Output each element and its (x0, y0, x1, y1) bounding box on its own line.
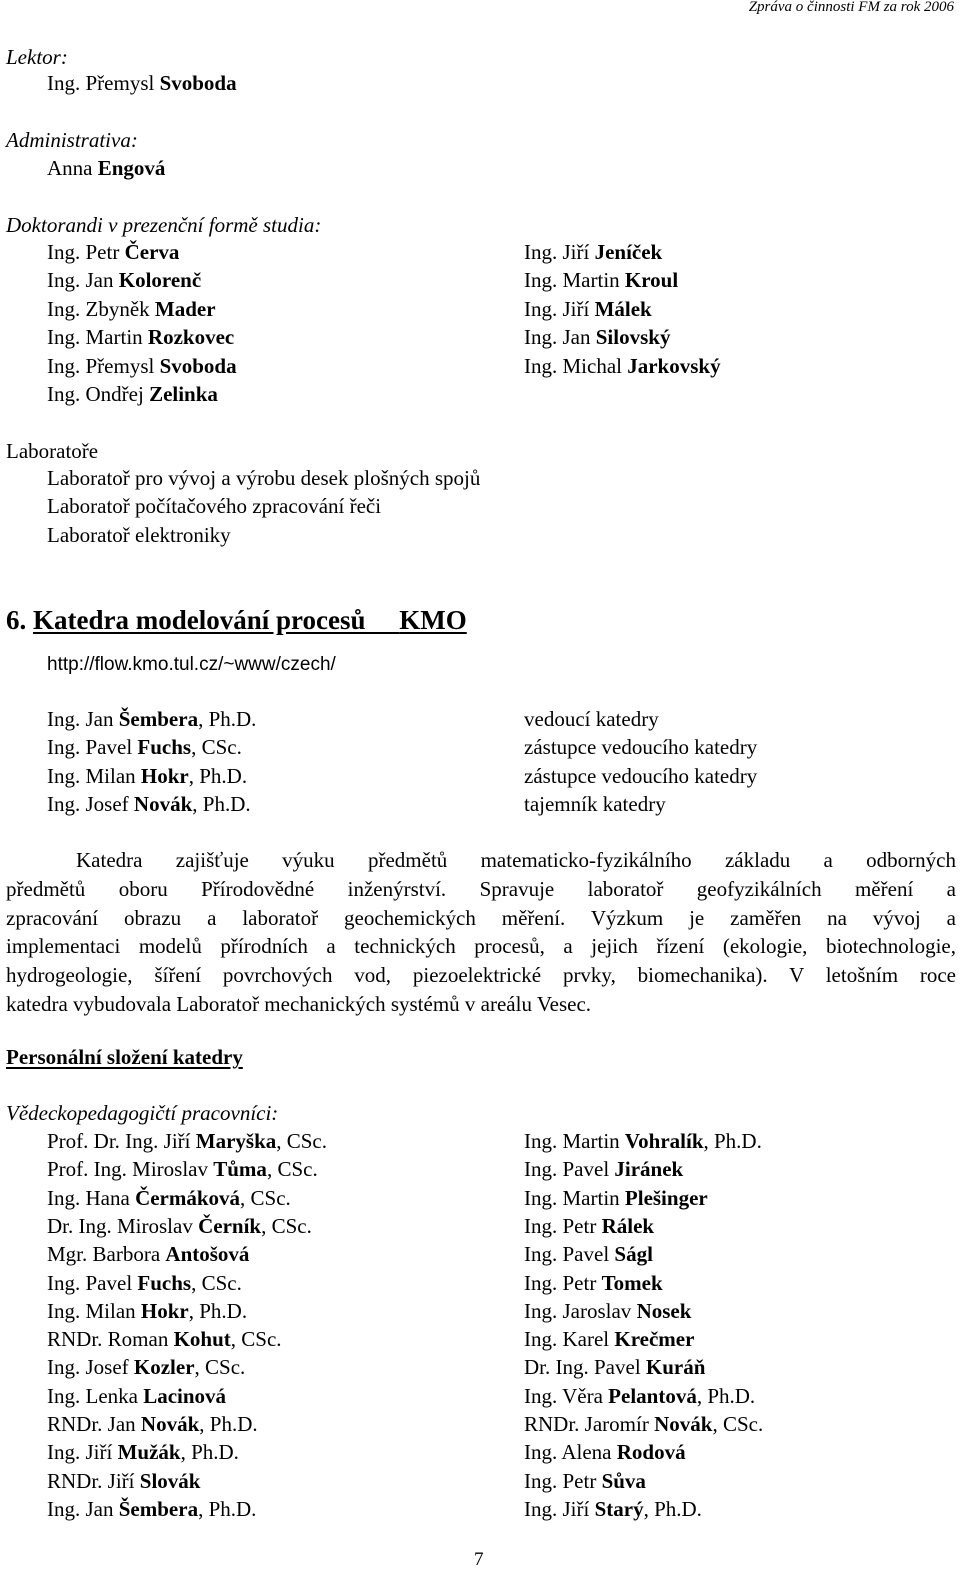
person-surname: Rozkovec (147, 325, 235, 350)
person-surname: Krečmer (614, 1327, 695, 1352)
person-surname: Tomek (601, 1270, 663, 1295)
person-surname: Hokr (140, 1298, 189, 1323)
person-role: zástupce vedoucího katedry (524, 735, 758, 760)
person-entry: Ing. Pavel Fuchs, CSc. (47, 1270, 242, 1295)
personalni-heading: Personální složení katedry (6, 1045, 243, 1069)
person-surname: Jarkovský (627, 353, 721, 378)
person-entry: Ing. Jiří Mužák, Ph.D. (47, 1440, 239, 1465)
person-entry: Ing. Pavel Ságl (524, 1242, 653, 1267)
person-surname: Rodová (616, 1440, 686, 1465)
person-surname: Antošová (165, 1242, 250, 1267)
person-entry: Ing. Jan Kolorenč (47, 268, 202, 293)
person-surname: Hokr (140, 763, 189, 788)
department-url[interactable]: http://flow.kmo.tul.cz/~www/czech/ (47, 654, 336, 675)
person-entry: Ing. Věra Pelantová, Ph.D. (524, 1383, 756, 1408)
person-surname: Ságl (614, 1242, 653, 1267)
person-entry: Ing. Jiří Málek (524, 296, 652, 321)
person-surname: Tůma (213, 1157, 267, 1182)
lab-item: Laboratoř pro vývoj a výrobu desek plošných spojů (47, 466, 481, 490)
person-surname: Slovák (139, 1468, 201, 1493)
person-surname: Šembera (118, 707, 199, 731)
administrativa-label: Administrativa: (6, 128, 138, 152)
person-entry: Ing. Lenka Lacinová (47, 1383, 227, 1408)
person-entry: Ing. Petr Červa (47, 240, 180, 264)
personalni-sublabel: Vědeckopedagogičtí pracovníci: (6, 1101, 279, 1125)
section-number: 6. (6, 605, 27, 635)
person-entry: Ing. Jan Silovský (524, 325, 671, 350)
doktorandi-label: Doktorandi v prezenční formě studia: (6, 213, 322, 237)
person-surname: Starý (594, 1496, 644, 1521)
person-role: vedoucí katedry (524, 707, 659, 731)
person-entry: Ing. Hana Čermáková, CSc. (47, 1185, 291, 1210)
person-entry: Ing. Martin Kroul (524, 268, 679, 293)
person-entry: Ing. Jiří Jeníček (524, 240, 663, 264)
person-entry: RNDr. Jiří Slovák (47, 1468, 201, 1493)
person-surname: Zelinka (149, 382, 218, 406)
person-entry: Ing. Milan Hokr, Ph.D. (47, 763, 248, 788)
paragraph-line: hydrogeologie, šíření povrchových vod, piezoelektrické prvky, biomechanika). V letošním roce (6, 963, 956, 988)
person-entry: Ing. Jiří Starý, Ph.D. (524, 1496, 702, 1521)
person-surname: Novák (140, 1412, 200, 1436)
person-entry: RNDr. Roman Kohut, CSc. (47, 1327, 282, 1352)
person-entry: Ing. Jaroslav Nosek (524, 1298, 692, 1323)
lab-item: Laboratoř počítačového zpracování řeči (47, 494, 382, 519)
person-surname: Červa (124, 240, 180, 264)
person-surname: Svoboda (159, 353, 237, 378)
person-entry: Ing. Martin Plešinger (524, 1185, 708, 1210)
person-entry: Ing. Ondřej Zelinka (47, 382, 218, 406)
person-surname: Mader (154, 296, 216, 321)
person-surname: Kroul (624, 268, 679, 293)
section-heading (6, 603, 467, 637)
person-entry: Ing. Alena Rodová (524, 1440, 686, 1465)
person-surname: Engová (97, 156, 166, 180)
person-surname: Jeníček (594, 240, 663, 264)
person-entry: Ing. Přemysl Svoboda (47, 71, 237, 95)
person-entry: Prof. Ing. Miroslav Tůma, CSc. (47, 1157, 318, 1182)
person-surname: Svoboda (159, 71, 237, 95)
person-entry: Ing. Zbyněk Mader (47, 296, 216, 321)
person-entry: Ing. Michal Jarkovský (524, 353, 721, 378)
person-surname: Kolorenč (118, 268, 202, 293)
paragraph-line: zpracování obrazu a laboratoř geochemických měření. Výzkum je zaměřen na vývoj a (6, 905, 956, 930)
paragraph-line: implementaci modelů přírodních a technických procesů, a jejich řízení (ekologie, biotechnologie, (6, 934, 956, 959)
page-header: Zpráva o činnosti FM za rok 2006 (748, 0, 954, 15)
section-abbr: KMO (399, 605, 467, 635)
person-entry: Ing. Martin Vohralík, Ph.D. (524, 1129, 762, 1153)
person-surname: Pelantová (608, 1383, 697, 1408)
person-entry: Ing. Josef Novák, Ph.D. (47, 791, 251, 816)
person-entry: Ing. Přemysl Svoboda (47, 353, 237, 378)
person-surname: Vohralík (624, 1129, 704, 1153)
page-number: 7 (474, 1549, 484, 1570)
person-surname: Málek (594, 296, 652, 321)
person-surname: Fuchs (137, 735, 192, 760)
person-entry: Dr. Ing. Pavel Kuráň (524, 1355, 706, 1380)
person-surname: Kuráň (645, 1355, 706, 1380)
person-surname: Lacinová (143, 1383, 227, 1408)
person-surname: Fuchs (137, 1270, 192, 1295)
person-entry: Ing. Petr Rálek (524, 1213, 655, 1238)
person-surname: Plešinger (624, 1185, 708, 1210)
person-entry: Dr. Ing. Miroslav Černík, CSc. (47, 1213, 312, 1238)
person-role: zástupce vedoucího katedry (524, 763, 758, 788)
person-entry: Ing. Pavel Fuchs, CSc. (47, 735, 242, 760)
person-entry: Ing. Jan Šembera, Ph.D. (47, 1496, 257, 1521)
person-entry: RNDr. Jaromír Novák, CSc. (524, 1412, 764, 1436)
person-entry: Anna Engová (47, 156, 166, 180)
person-entry: Ing. Pavel Jiránek (524, 1157, 684, 1182)
person-surname: Silovský (595, 325, 671, 350)
paragraph-line: předmětů oboru Přírodovědné inženýrství. Spravuje laboratoř geofyzikálních měření a (6, 876, 956, 901)
person-surname: Novák (133, 791, 193, 816)
person-entry: RNDr. Jan Novák, Ph.D. (47, 1412, 258, 1436)
person-entry: Ing. Josef Kozler, CSc. (47, 1355, 246, 1380)
person-entry: Mgr. Barbora Antošová (47, 1242, 250, 1267)
person-surname: Čermáková (135, 1185, 241, 1210)
person-entry: Ing. Petr Tomek (524, 1270, 663, 1295)
person-surname: Rálek (601, 1213, 655, 1238)
paragraph-line: katedra vybudovala Laboratoř mechanických systémů v areálu Vesec. (6, 991, 592, 1016)
person-entry: Ing. Martin Rozkovec (47, 325, 235, 350)
person-surname: Novák (654, 1412, 713, 1436)
person-surname: Mužák (117, 1440, 181, 1465)
person-surname: Kohut (173, 1327, 231, 1352)
laboratore-label: Laboratoře (6, 439, 99, 463)
department-description (6, 846, 956, 1019)
person-entry: Ing. Karel Krečmer (524, 1327, 695, 1352)
person-entry: Prof. Dr. Ing. Jiří Maryška, CSc. (47, 1129, 328, 1153)
person-surname: Šembera (118, 1496, 199, 1521)
person-role: tajemník katedry (524, 791, 666, 816)
person-surname: Maryška (195, 1129, 277, 1153)
person-surname: Černík (198, 1213, 262, 1238)
lab-item: Laboratoř elektroniky (47, 522, 231, 547)
paragraph-line: Katedra zajišťuje výuku předmětů matematicko-fyzikálního základu a odborných (76, 848, 956, 872)
person-entry: Ing. Milan Hokr, Ph.D. (47, 1298, 248, 1323)
person-surname: Nosek (636, 1298, 692, 1323)
lektor-label: Lektor: (6, 45, 68, 69)
person-entry: Ing. Petr Sůva (524, 1468, 646, 1493)
person-entry: Ing. Jan Šembera, Ph.D. (47, 707, 257, 731)
person-surname: Sůva (601, 1468, 646, 1493)
person-surname: Jiránek (614, 1157, 684, 1182)
section-title: Katedra modelování procesů KMO (33, 605, 467, 635)
person-surname: Kozler (133, 1355, 195, 1380)
